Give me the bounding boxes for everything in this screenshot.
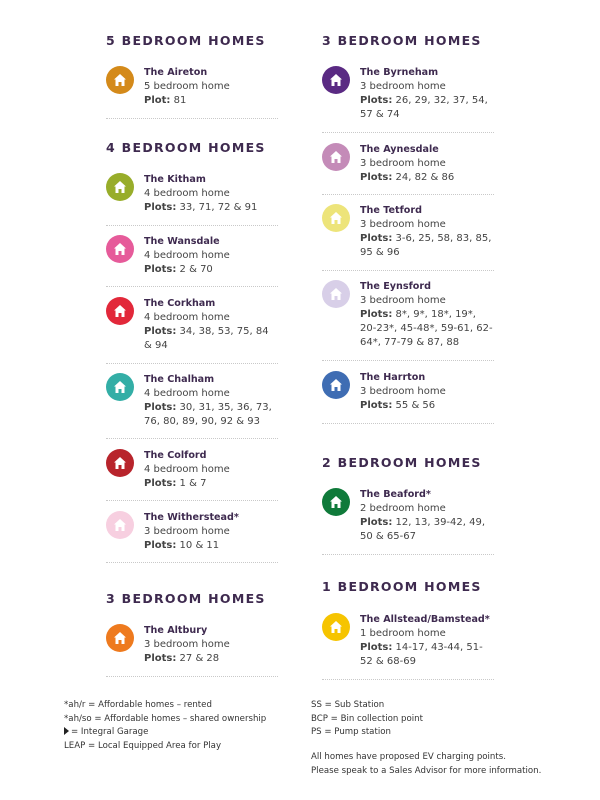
plots-label: Plots: <box>360 400 393 411</box>
house-icon <box>106 235 134 263</box>
home-card-harrton <box>322 371 494 424</box>
plots-label: Plots: <box>144 202 177 213</box>
ev-note <box>311 751 541 778</box>
home-card-byrneham <box>322 66 494 133</box>
plots-value: 27 & 28 <box>179 653 220 664</box>
plots-label: Plots: <box>144 540 177 551</box>
ev-note-line-1: All homes have proposed EV charging points. <box>311 752 506 762</box>
plots-label: Plots: <box>360 233 393 244</box>
home-name: The Witherstead* <box>144 512 239 523</box>
ev-note-line-2: Please speak to a Sales Advisor for more information. <box>311 765 542 776</box>
plots-label: Plots: <box>360 517 393 528</box>
plots-value: 2 & 70 <box>179 264 213 275</box>
home-card-aireton <box>106 66 278 119</box>
plots-label: Plots: <box>360 309 393 320</box>
home-card-chalham <box>106 373 278 439</box>
home-plots <box>360 516 494 544</box>
home-plots <box>144 539 278 553</box>
house-icon <box>322 613 350 641</box>
plots-label: Plots: <box>144 653 177 664</box>
house-icon <box>106 297 134 325</box>
plots-value: 33, 71, 72 & 91 <box>179 202 258 213</box>
home-type: 4 bedroom home <box>144 312 230 323</box>
home-card-aynesdale <box>322 143 494 195</box>
key-affordable-shared: *ah/so = Affordable homes – shared ownership <box>64 713 267 724</box>
plots-value: 24, 82 & 86 <box>395 172 455 183</box>
house-icon <box>322 371 350 399</box>
home-type: 4 bedroom home <box>144 250 230 261</box>
home-name: The Kitham <box>144 174 206 185</box>
home-name: The Colford <box>144 450 207 461</box>
home-name: The Chalham <box>144 374 215 385</box>
key-left <box>64 699 266 753</box>
section-title-4-bedroom: 4 BEDROOM HOMES <box>106 140 266 155</box>
key-integral-garage <box>64 726 266 740</box>
section-title-1-bedroom: 1 BEDROOM HOMES <box>322 579 482 594</box>
home-type: 2 bedroom home <box>360 503 446 514</box>
home-card-altbury <box>106 624 278 677</box>
home-plots <box>360 308 494 350</box>
home-name: The Allstead/Bamstead* <box>360 614 490 625</box>
home-plots <box>360 399 494 413</box>
plots-label: Plots: <box>144 264 177 275</box>
house-icon <box>106 173 134 201</box>
key-right <box>311 699 423 740</box>
home-type: 3 bedroom home <box>360 158 446 169</box>
home-name: The Tetford <box>360 205 422 216</box>
home-name: The Beaford* <box>360 489 431 500</box>
home-card-kitham <box>106 173 278 226</box>
home-type: 3 bedroom home <box>360 81 446 92</box>
plots-label: Plots: <box>360 642 393 653</box>
home-name: The Corkham <box>144 298 216 309</box>
plots-value: 81 <box>173 95 187 106</box>
home-name: The Eynsford <box>360 281 431 292</box>
plots-value: 10 & 11 <box>179 540 220 551</box>
home-plots <box>144 652 278 666</box>
home-plots <box>144 201 278 215</box>
plots-label: Plot: <box>144 95 171 106</box>
home-name: The Aynesdale <box>360 144 439 155</box>
home-type: 3 bedroom home <box>360 219 446 230</box>
home-card-wansdale <box>106 235 278 287</box>
home-type: 4 bedroom home <box>144 464 230 475</box>
plots-label: Plots: <box>144 402 177 413</box>
home-type: 4 bedroom home <box>144 388 230 399</box>
house-icon <box>106 624 134 652</box>
plots-value: 1 & 7 <box>179 478 207 489</box>
home-name: The Byrneham <box>360 67 439 78</box>
home-type: 5 bedroom home <box>144 81 230 92</box>
house-icon <box>322 488 350 516</box>
home-plots <box>144 401 278 429</box>
home-card-tetford <box>322 204 494 271</box>
house-icon <box>322 143 350 171</box>
home-type: 3 bedroom home <box>360 386 446 397</box>
plots-value: 12, 13, 39-42, 49, 50 & 65-67 <box>360 517 486 542</box>
home-type: 4 bedroom home <box>144 188 230 199</box>
home-name: The Harrton <box>360 372 426 383</box>
plots-label: Plots: <box>360 95 393 106</box>
home-plots <box>360 232 494 260</box>
home-card-corkham <box>106 297 278 364</box>
house-icon <box>106 66 134 94</box>
key-affordable-rented: *ah/r = Affordable homes – rented <box>64 700 212 710</box>
plots-label: Plots: <box>144 326 177 337</box>
home-name: The Altbury <box>144 625 208 636</box>
plots-value: 34, 38, 53, 75, 84 & 94 <box>144 326 269 351</box>
key-integral-garage-text: = Integral Garage <box>71 727 149 737</box>
key-leap: LEAP = Local Equipped Area for Play <box>64 740 222 751</box>
home-card-allstead-bamstead <box>322 613 494 680</box>
home-card-eynsford <box>322 280 494 361</box>
house-icon <box>322 280 350 308</box>
house-icon <box>322 204 350 232</box>
section-title-3-bedroom-right: 3 BEDROOM HOMES <box>322 33 482 48</box>
home-plots <box>360 171 494 185</box>
house-icon <box>106 511 134 539</box>
plots-value: 26, 29, 32, 37, 54, 57 & 74 <box>360 95 488 120</box>
plots-value: 30, 31, 35, 36, 73, 76, 80, 89, 90, 92 & 93 <box>144 402 272 427</box>
home-type: 1 bedroom home <box>360 628 446 639</box>
home-plots <box>144 263 278 277</box>
home-type: 3 bedroom home <box>144 526 230 537</box>
house-icon <box>106 449 134 477</box>
plots-value: 14-17, 43-44, 51-52 & 68-69 <box>360 642 483 667</box>
key-pump-station: PS = Pump station <box>311 727 391 737</box>
home-name: The Wansdale <box>144 236 220 247</box>
section-title-2-bedroom: 2 BEDROOM HOMES <box>322 455 482 470</box>
plots-value: 3-6, 25, 58, 83, 85, 95 & 96 <box>360 233 492 258</box>
plots-label: Plots: <box>360 172 393 183</box>
plots-value: 55 & 56 <box>395 400 436 411</box>
home-plots <box>360 94 494 122</box>
section-title-3-bedroom-left: 3 BEDROOM HOMES <box>106 591 266 606</box>
home-card-beaford <box>322 488 494 555</box>
section-title-5-bedroom: 5 BEDROOM HOMES <box>106 33 266 48</box>
home-card-witherstead <box>106 511 278 563</box>
home-type: 3 bedroom home <box>360 295 446 306</box>
house-icon <box>106 373 134 401</box>
home-plots <box>360 641 494 669</box>
home-name: The Aireton <box>144 67 208 78</box>
key-sub-station: SS = Sub Station <box>311 700 385 710</box>
house-icon <box>322 66 350 94</box>
key-bin-collection: BCP = Bin collection point <box>311 713 423 724</box>
home-plots <box>144 94 278 108</box>
home-plots <box>144 325 278 353</box>
home-card-colford <box>106 449 278 501</box>
triangle-icon <box>64 727 69 735</box>
plots-value: 8*, 9*, 18*, 19*, 20-23*, 45-48*, 59-61, 62-64*, 77-79 & 87, 88 <box>360 309 493 348</box>
home-plots <box>144 477 278 491</box>
plots-label: Plots: <box>144 478 177 489</box>
home-type: 3 bedroom home <box>144 639 230 650</box>
